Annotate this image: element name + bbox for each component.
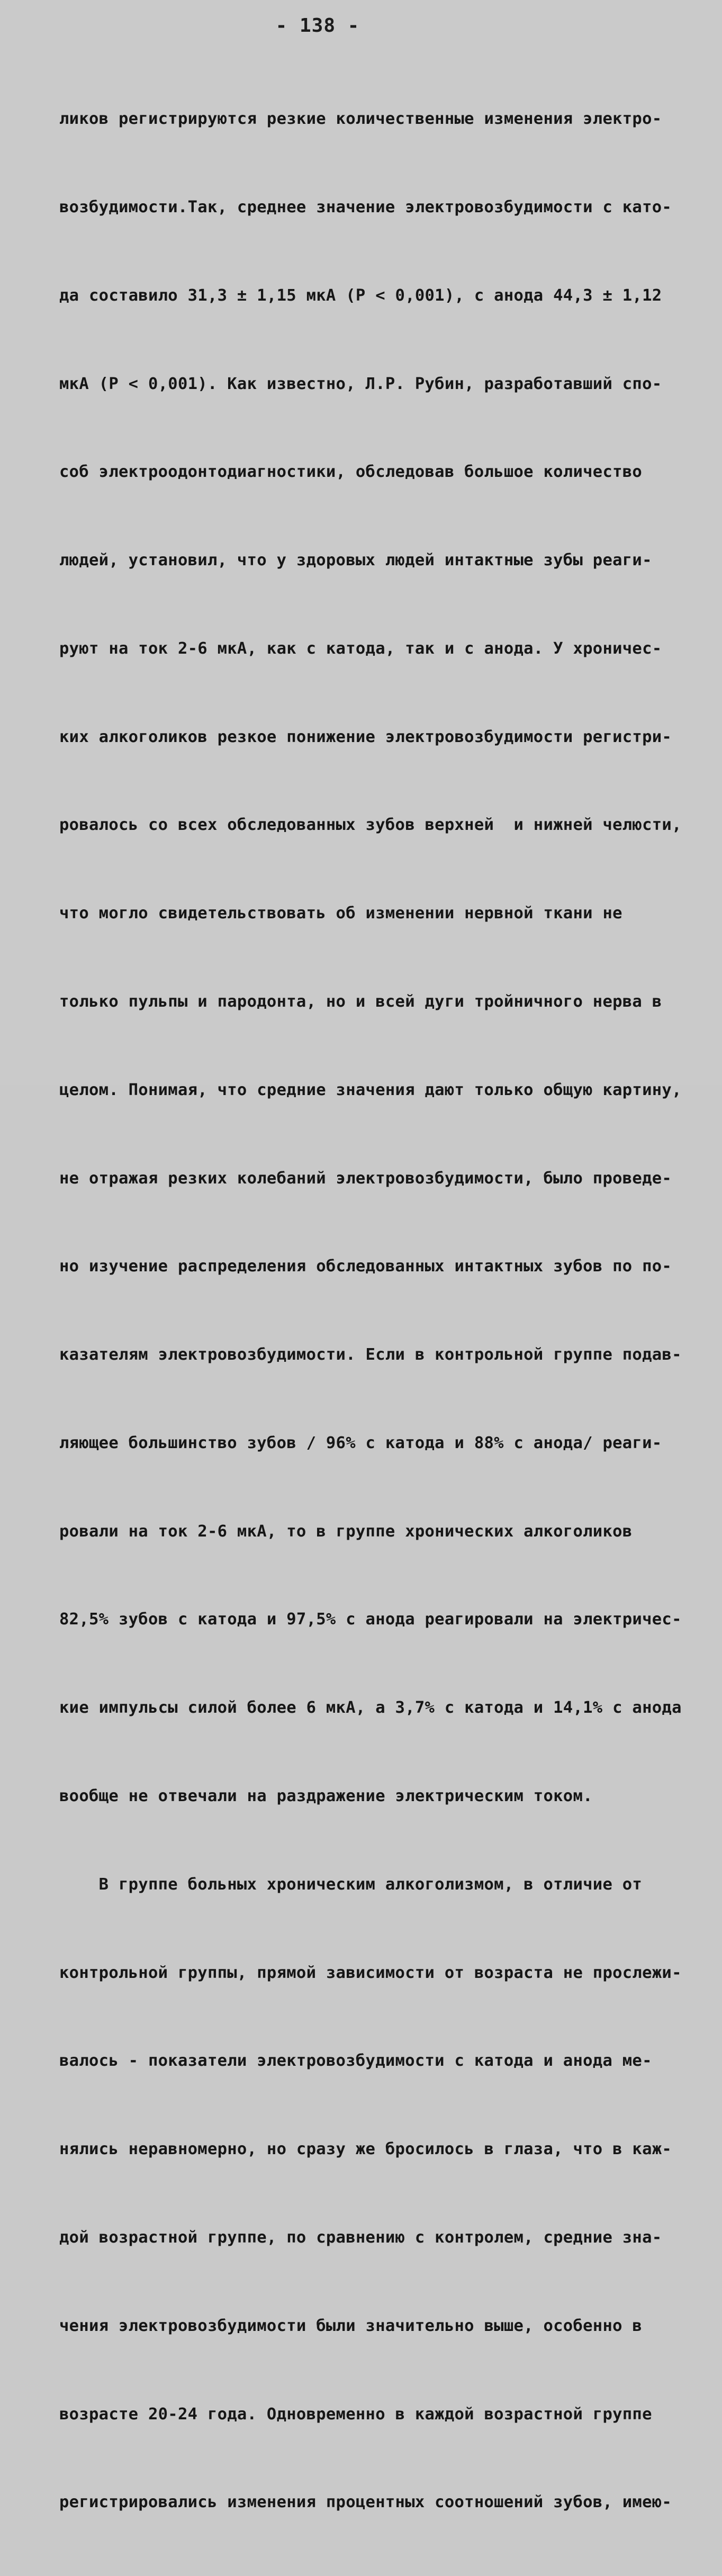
text-line: целом. Понимая, что средние значения дают только общую картину,: [59, 1080, 682, 1099]
text-line: людей, установил, что у здоровых людей интактные зубы реаги-: [59, 551, 652, 570]
text-line: возбудимости.Так, среднее значение электровозбудимости с като-: [59, 197, 672, 216]
text-line: ляющее большинство зубов / 96% с катода и 88% с анода/ реаги-: [59, 1433, 662, 1452]
text-line: что могло свидетельствовать об изменении нервной ткани не: [59, 904, 622, 923]
text-line: вообще не отвечали на раздражение электрическим током.: [59, 1787, 593, 1806]
text-line: мкА (P < 0,001). Как известно, Л.Р. Рубин, разработавший спо-: [59, 374, 662, 393]
text-line: ровали на ток 2-6 мкА, то в группе хронических алкоголиков: [59, 1522, 633, 1541]
text-line: контрольной группы, прямой зависимости от возраста не прослежи-: [59, 1963, 682, 1982]
text-line: казателям электровозбудимости. Если в контрольной группе подав-: [59, 1345, 682, 1364]
text-line: ровалось со всех обследованных зубов верхней и нижней челюсти,: [59, 816, 682, 835]
body-text: [59, 46, 682, 2576]
text-line: но изучение распределения обследованных интактных зубов по по-: [59, 1257, 672, 1276]
text-line: чения электровозбудимости были значительно выше, особенно в: [59, 2316, 643, 2335]
text-line: возрасте 20-24 года. Одновременно в каждой возрастной группе: [59, 2405, 652, 2424]
page-number: - 138 -: [275, 15, 360, 37]
text-line: руют на ток 2-6 мкА, как с катода, так и с анода. У хроничес-: [59, 639, 662, 658]
text-line: соб электроодонтодиагностики, обследовав большое количество: [59, 463, 643, 482]
text-line: кие импульсы силой более 6 мкА, а 3,7% с катода и 14,1% с анода: [59, 1698, 682, 1718]
text-line: да составило 31,3 ± 1,15 мкА (P < 0,001), с анода 44,3 ± 1,12: [59, 286, 662, 305]
text-line: регистрировались изменения процентных соотношений зубов, имею-: [59, 2493, 672, 2512]
text-line: 82,5% зубов с катода и 97,5% с анода реагировали на электричес-: [59, 1610, 682, 1629]
text-line: ких алкоголиков резкое понижение электровозбудимости регистри-: [59, 727, 672, 746]
text-line: ликов регистрируются резкие количественные изменения электро-: [59, 110, 662, 129]
text-line: дой возрастной группе, по сравнению с контролем, средние зна-: [59, 2228, 662, 2247]
text-line: валось - показатели электровозбудимости с катода и анода ме-: [59, 2051, 652, 2071]
text-line: только пульпы и пародонта, но и всей дуги тройничного нерва в: [59, 992, 662, 1011]
text-line: нялись неравномерно, но сразу же бросилось в глаза, что в каж-: [59, 2140, 672, 2159]
text-line: не отражая резких колебаний электровозбудимости, было проведе-: [59, 1169, 672, 1188]
paragraph-start-line: В группе больных хроническим алкоголизмом, в отличие от: [59, 1875, 643, 1894]
